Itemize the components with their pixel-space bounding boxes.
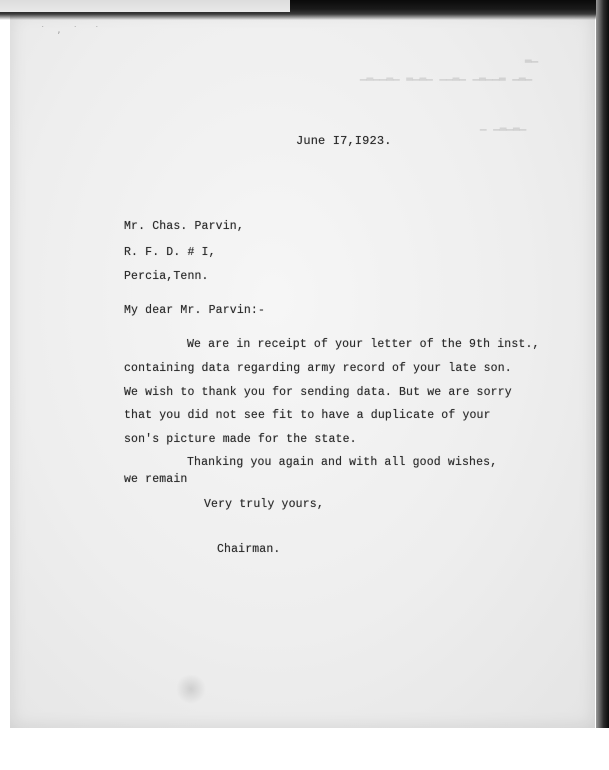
body-line: son's picture made for the state. — [124, 433, 357, 446]
signature-title: Chairman. — [217, 543, 281, 556]
salutation: My dear Mr. Parvin:- — [124, 304, 266, 317]
body-line: Thanking you again and with all good wishes, — [187, 456, 498, 469]
recipient-town: Percia,Tenn. — [124, 270, 209, 283]
body-line: containing data regarding army record of your late son. — [124, 362, 512, 375]
recipient-route: R. F. D. # I, — [124, 246, 216, 259]
reverse-side-bleed: ▁▂▁ ▂▁▁▂▁ ▁▂▁▁ ▁▂▁▂ ▁▂▁▁▂▁ — [360, 68, 533, 81]
body-line: We are in receipt of your letter of the 9th inst., — [187, 338, 540, 351]
reverse-side-bleed: ▁▂▁▂▁ ▁ — [480, 118, 527, 131]
complimentary-close: Very truly yours, — [204, 498, 324, 511]
letter-date: June I7,I923. — [296, 134, 392, 148]
body-line: We wish to thank you for sending data. But we are sorry — [124, 386, 512, 399]
scan-bottom-margin — [0, 728, 609, 770]
reverse-side-bleed: ▁▂ — [525, 50, 539, 63]
scan-specks: ˙ , ˙ ˙ — [40, 26, 100, 36]
body-line: that you did not see fit to have a duplicate of your — [124, 409, 491, 422]
body-line: we remain — [124, 473, 188, 486]
recipient-name: Mr. Chas. Parvin, — [124, 220, 244, 233]
